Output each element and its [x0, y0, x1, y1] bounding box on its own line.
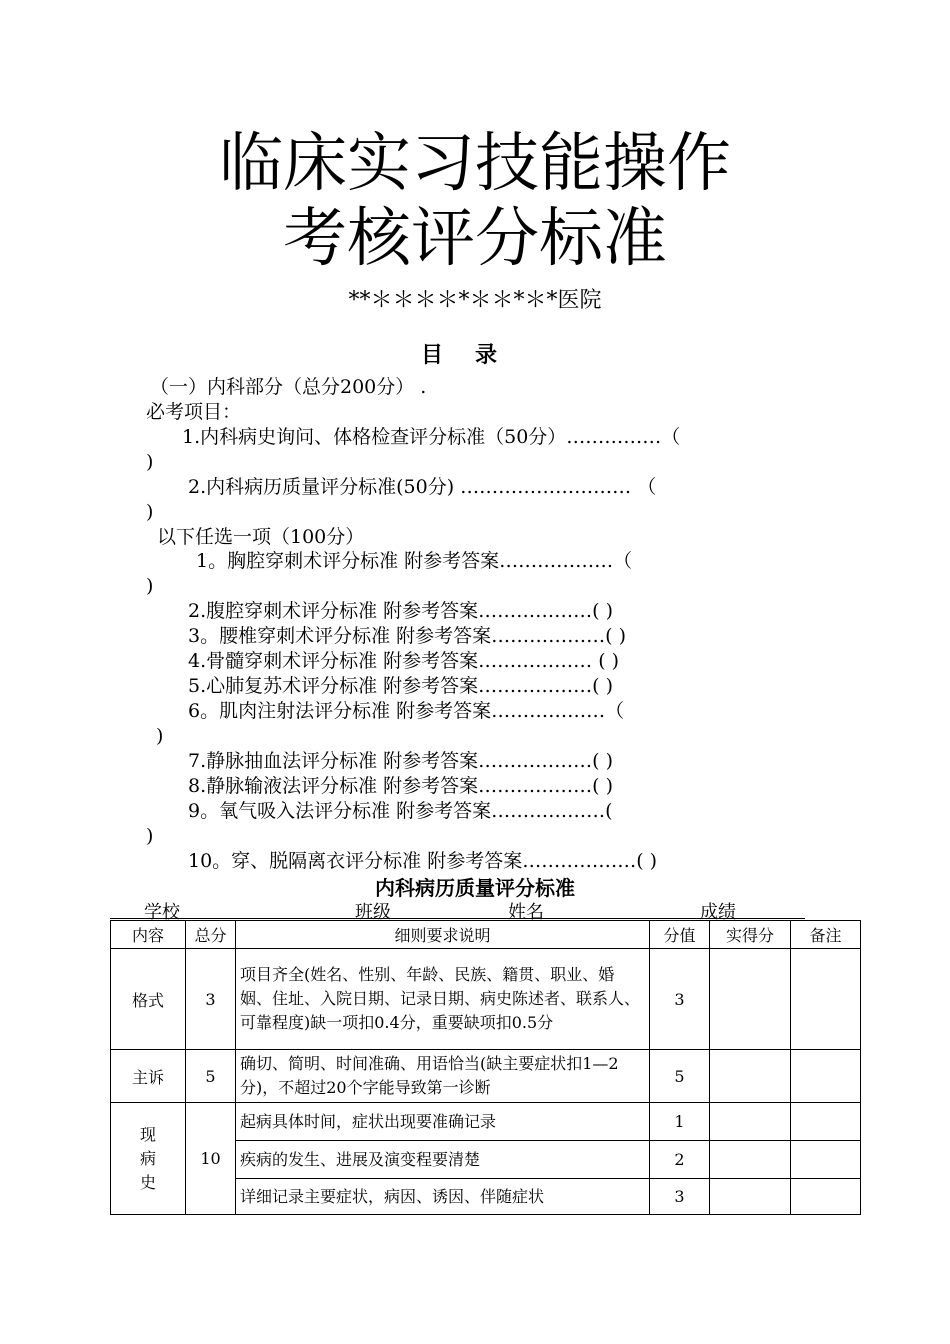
format-total: 3 [186, 949, 236, 1050]
history-row2-remarks-cell[interactable] [791, 1141, 861, 1179]
history-row1-value: 1 [650, 1103, 710, 1141]
document-title-line2: 考核评分标准 [283, 202, 667, 276]
info-name-label: 姓名 [508, 902, 544, 923]
toc-required-label: 必考项目： [146, 401, 242, 423]
toc-optional-item-9: 9。氧气吸入法评分标准 附参考答案………………( [188, 800, 613, 822]
history-total: 10 [186, 1103, 236, 1215]
table-row [111, 949, 861, 1050]
toc-optional-item-2: 2.腹腔穿刺术评分标准 附参考答案………………( ) [188, 600, 614, 622]
history-row3-remarks-cell[interactable] [791, 1179, 861, 1215]
history-row1-desc: 起病具体时间，症状出现要准确记录 [236, 1103, 650, 1141]
toc-optional-item-7: 7.静脉抽血法评分标准 附参考答案………………( ) [188, 750, 614, 772]
format-content: 格式 [111, 949, 186, 1050]
complaint-value: 5 [650, 1050, 710, 1103]
hospital-name: **＊＊＊＊*＊＊*＊*医院 [348, 288, 602, 313]
format-desc: 项目齐全(姓名、性别、年龄、民族、籍贯、职业、婚姻、住址、入院日期、记录日期、病史陈述者、联系人、可靠程度)缺一项扣0.4分，重要缺项扣0.5分 [236, 949, 650, 1050]
toc-section: （一）内科部分（总分200分） . [150, 376, 427, 398]
history-row1-earned-cell[interactable] [710, 1103, 791, 1141]
toc-optional-item-8: 8.静脉输液法评分标准 附参考答案………………( ) [188, 775, 614, 797]
format-remarks-cell[interactable] [791, 949, 861, 1050]
toc-required-item-1-close: ) [146, 451, 154, 473]
toc-required-item-2-close: ) [146, 501, 154, 523]
history-content [111, 1103, 186, 1215]
table-header-row [111, 921, 861, 949]
document-title-line1: 临床实习技能操作 [219, 127, 731, 201]
toc-optional-item-3: 3。腰椎穿刺术评分标准 附参考答案………………( ) [188, 625, 626, 647]
toc-heading: 目录 [420, 343, 529, 368]
table-row [111, 1050, 861, 1103]
complaint-content: 主诉 [111, 1050, 186, 1103]
history-row1-remarks-cell[interactable] [791, 1103, 861, 1141]
toc-optional-item-6: 6。肌肉注射法评分标准 附参考答案………………（ [188, 700, 625, 722]
complaint-earned-cell[interactable] [710, 1050, 791, 1103]
toc-optional-item-5: 5.心肺复苏术评分标准 附参考答案………………( ) [188, 675, 614, 697]
info-underline [110, 918, 805, 919]
toc-optional-item-6-close: ) [156, 725, 164, 747]
toc-required-item-2: 2.内科病历质量评分标准(50分) ……………………… （ [188, 476, 657, 498]
toc-optional-item-10: 10。穿、脱隔离衣评分标准 附参考答案………………( ) [188, 850, 658, 872]
header-content: 内容 [111, 921, 186, 949]
history-content-char-2: 病 [139, 1148, 156, 1168]
complaint-total: 5 [186, 1050, 236, 1103]
format-earned-cell[interactable] [710, 949, 791, 1050]
history-row3-desc: 详细记录主要症状，病因、诱因、伴随症状 [236, 1179, 650, 1215]
toc-required-item-1: 1.内科病史询问、体格检查评分标准（50分）……………（ [182, 426, 681, 448]
table-row [111, 1103, 861, 1141]
toc-optional-item-1: 1。胸腔穿刺术评分标准 附参考答案………………（ [196, 550, 633, 572]
table-title: 内科病历质量评分标准 [375, 876, 575, 900]
info-score-label: 成绩 [700, 902, 736, 923]
toc-optional-item-4: 4.骨髓穿刺术评分标准 附参考答案……………… ( ) [188, 650, 620, 672]
history-row2-earned-cell[interactable] [710, 1141, 791, 1179]
complaint-desc: 确切、简明、时间准确、用语恰当(缺主要症状扣1—2分)，不超过20个字能导致第一诊断 [236, 1050, 650, 1103]
header-details: 细则要求说明 [236, 921, 650, 949]
history-content-char-1: 现 [139, 1124, 156, 1144]
format-value: 3 [650, 949, 710, 1050]
toc-optional-item-1-close: ) [146, 575, 154, 597]
history-row3-earned-cell[interactable] [710, 1179, 791, 1215]
history-row3-value: 3 [650, 1179, 710, 1215]
scoring-table [110, 920, 861, 1215]
toc-optional-label: 以下任选一项（100分） [157, 526, 365, 548]
header-total: 总分 [186, 921, 236, 949]
info-class-label: 班级 [355, 902, 391, 923]
header-earned: 实得分 [710, 921, 791, 949]
header-value: 分值 [650, 921, 710, 949]
info-school-label: 学校 [144, 902, 180, 923]
complaint-remarks-cell[interactable] [791, 1050, 861, 1103]
header-remarks: 备注 [791, 921, 861, 949]
history-row2-value: 2 [650, 1141, 710, 1179]
history-row2-desc: 疾病的发生、进展及演变程要清楚 [236, 1141, 650, 1179]
history-content-char-3: 史 [139, 1172, 156, 1192]
toc-optional-item-9-close: ) [146, 825, 154, 847]
